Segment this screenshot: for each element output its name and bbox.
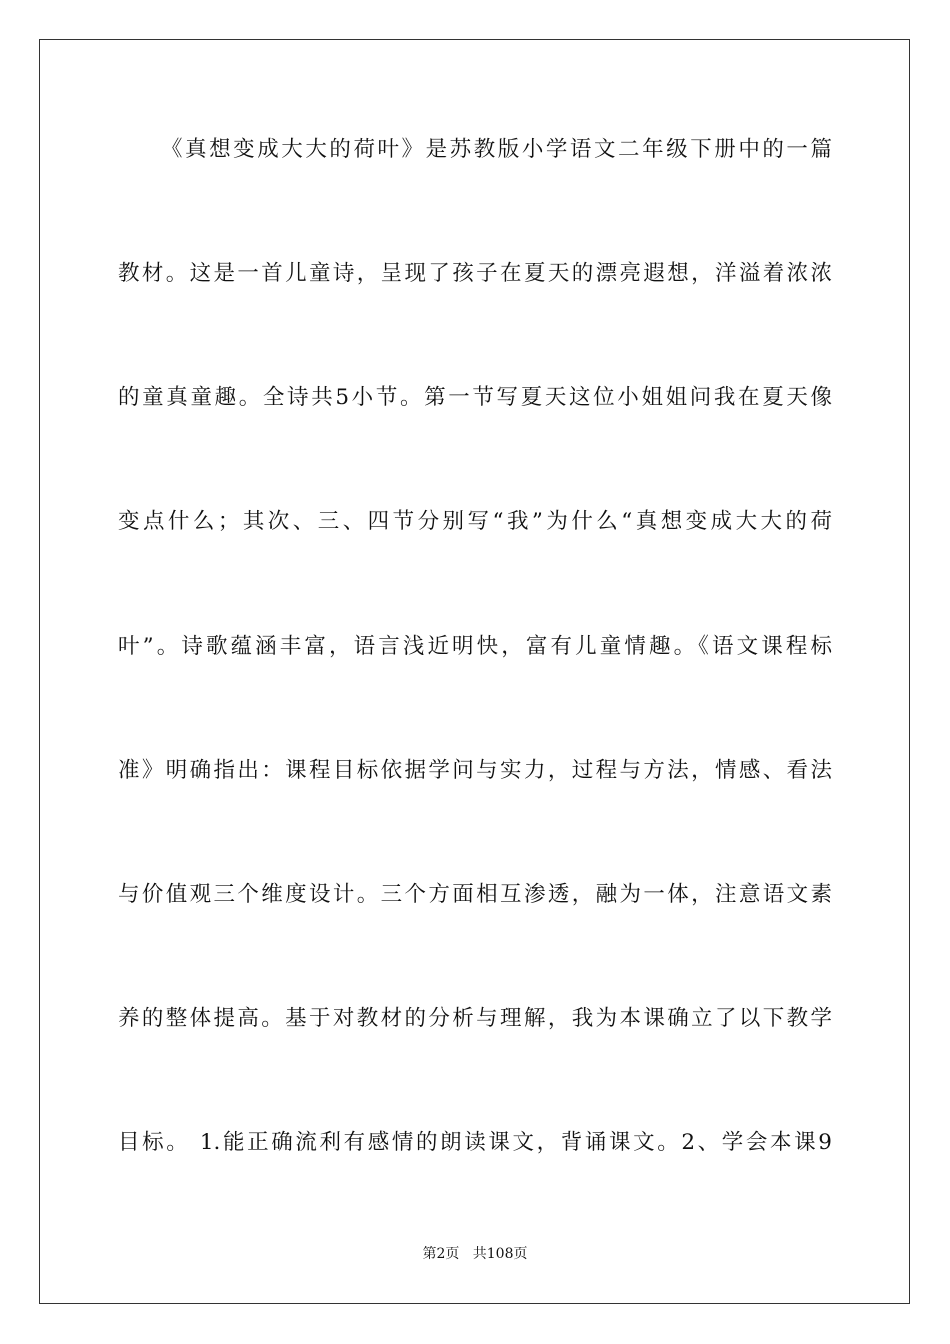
body-text-line-8: 养的整体提高。基于对教材的分析与理解，我为本课确立了以下教学 bbox=[118, 1006, 832, 1031]
body-text-line-9: 目标。 1.能正确流利有感情的朗读课文，背诵课文。2、学会本课9 bbox=[118, 1130, 832, 1155]
body-text-line-7: 与价值观三个维度设计。三个方面相互渗透，融为一体，注意语文素 bbox=[118, 882, 832, 907]
body-text-line-1: 《真想变成大大的荷叶》是苏教版小学语文二年级下册中的一篇 bbox=[161, 137, 832, 162]
body-text-line-6: 准》明确指出：课程目标依据学问与实力，过程与方法，情感、看法 bbox=[118, 758, 832, 783]
body-text-line-2: 教材。这是一首儿童诗，呈现了孩子在夏天的漂亮遐想，洋溢着浓浓 bbox=[118, 261, 832, 286]
page-footer: 第2页 共108页 bbox=[422, 1246, 528, 1262]
body-text-line-5: 叶”。诗歌蕴涵丰富，语言浅近明快，富有儿童情趣。《语文课程标 bbox=[118, 634, 832, 659]
body-text-line-3: 的童真童趣。全诗共5小节。第一节写夏天这位小姐姐问我在夏天像 bbox=[118, 385, 832, 410]
page-border bbox=[39, 39, 910, 1304]
body-text-line-4: 变点什么；其次、三、四节分别写“我”为什么“真想变成大大的荷 bbox=[118, 509, 832, 534]
